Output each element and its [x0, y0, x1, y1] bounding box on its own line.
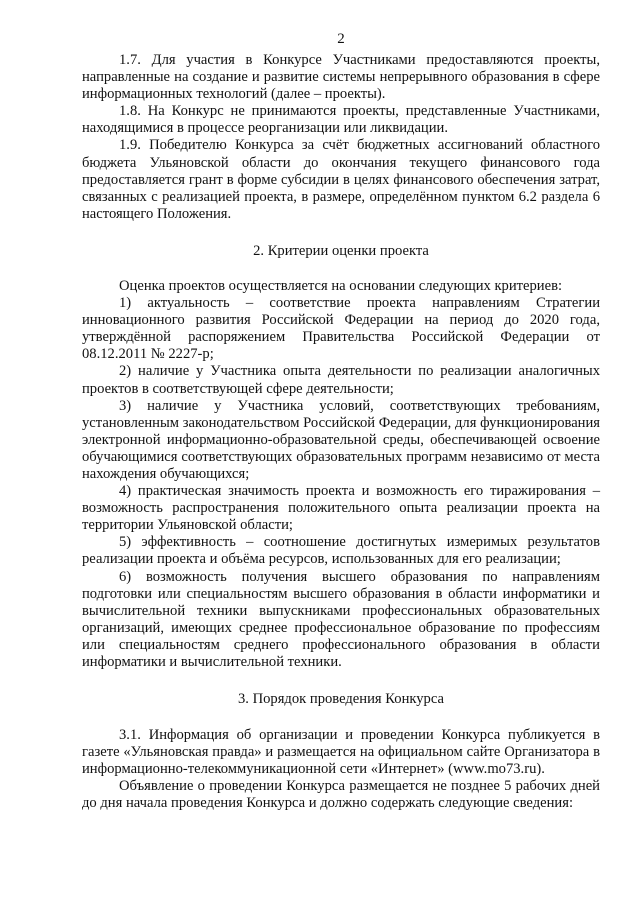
criterion-5: 5) эффективность – соотношение достигнутых измеримых результатов реализации проекта и объёма ресурсов, использованных для его реализации;: [82, 534, 600, 568]
criterion-4: 4) практическая значимость проекта и возможность его тиражирования – возможность распространения положительного опыта реализации проекта на территории Ульяновской области;: [82, 483, 600, 534]
paragraph-3-1: 3.1. Информация об организации и проведении Конкурса публикуется в газете «Ульяновская правда» и размещается на официальном сайте Организатора в информационно-телекоммуникационной сети «Интернет» (www.mo73.ru).: [82, 727, 600, 778]
criterion-2: 2) наличие у Участника опыта деятельности по реализации аналогичных проектов в соответствующей сфере деятельности;: [82, 363, 600, 397]
paragraph-1-8: 1.8. На Конкурс не принимаются проекты, представленные Участниками, находящимися в процессе реорганизации или ликвидации.: [82, 103, 600, 137]
paragraph-1-9: 1.9. Победителю Конкурса за счёт бюджетных ассигнований областного бюджета Ульяновской области до окончания текущего финансового года предоставляется грант в форме субсидии в целях финансового обеспечения затрат, связанных с реализацией проекта, в размере, определённом пунктом 6.2 раздела 6 настоящего Положения.: [82, 137, 600, 222]
criterion-6: 6) возможность получения высшего образования по направлениям подготовки или специальностям высшего образования в области информатики и вычислительной техники выпускниками профессиональных образовательных организаций, имеющих среднее профессиональное образование по профессиям или специальностям среднего профессионального образования в области информатики и вычислительной техники.: [82, 568, 600, 670]
section-3-heading: 3. Порядок проведения Конкурса: [237, 691, 444, 708]
page-number: 2: [337, 31, 345, 47]
announcement-paragraph: Объявление о проведении Конкурса размещается не позднее 5 рабочих дней до дня начала проведения Конкурса и должно содержать следующие сведения:: [82, 778, 600, 812]
criterion-3: 3) наличие у Участника условий, соответствующих требованиям, установленным законодательством Российской Федерации, для функционирования электронной информационно-образовательной среды, обеспечивающей освоение обучающимися соответствующих образовательных программ независимо от места нахождения обучающихся;: [82, 397, 600, 482]
paragraph-1-7: 1.7. Для участия в Конкурсе Участниками предоставляются проекты, направленные на создание и развитие системы непрерывного образования в сфере информационных технологий (далее – проекты).: [82, 52, 600, 103]
criterion-1: 1) актуальность – соответствие проекта направлениям Стратегии инновационного развития Российской Федерации на период до 2020 года, утверждённой распоряжением Правительства Российской Федерации от 08.12.2011 № 2227-р;: [82, 295, 600, 363]
criteria-intro: Оценка проектов осуществляется на основании следующих критериев:: [119, 277, 563, 294]
section-2-heading: 2. Критерии оценки проекта: [253, 242, 429, 259]
